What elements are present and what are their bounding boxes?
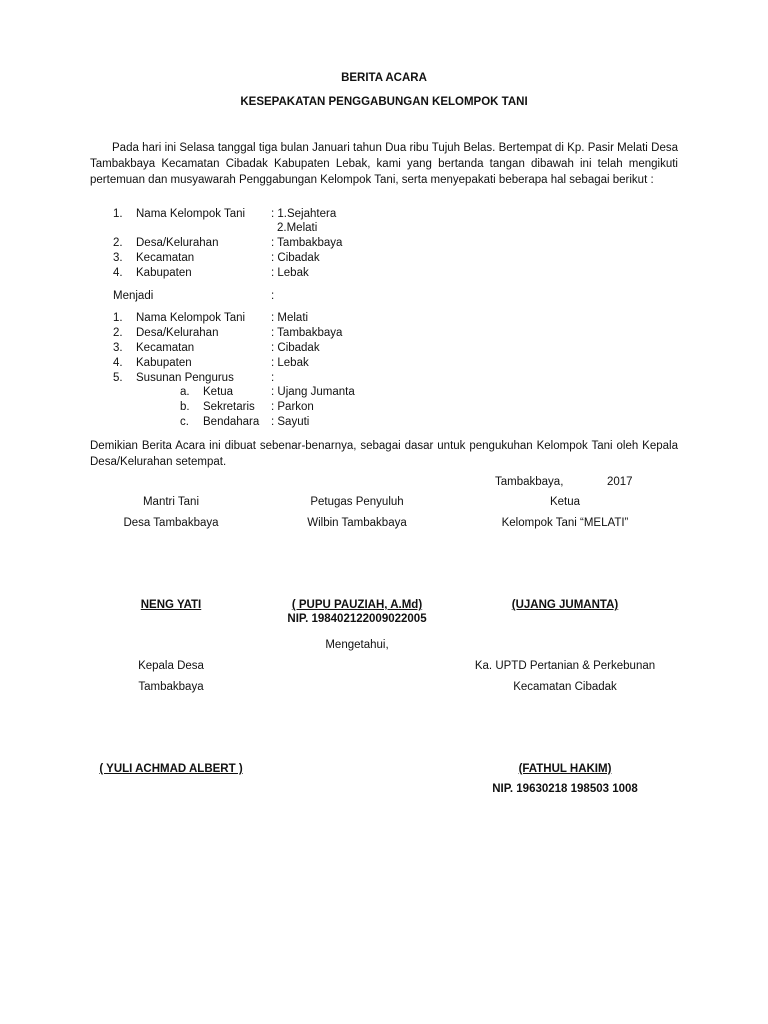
signer-left-name: NENG YATI	[140, 599, 202, 611]
item-value: : Melati	[271, 312, 309, 324]
item-label: Kecamatan	[136, 342, 195, 354]
item-number: b.	[180, 401, 190, 413]
item-label: Sekretaris	[203, 401, 255, 413]
item-value: : Tambakbaya	[271, 237, 343, 249]
menjadi-row	[0, 290, 768, 306]
item-number: 2.	[113, 237, 123, 249]
item-label: Desa/Kelurahan	[136, 327, 219, 339]
document-title: BERITA ACARA	[341, 72, 427, 84]
item-value: :	[271, 372, 275, 384]
item-label: Nama Kelompok Tani	[136, 312, 246, 324]
item-number: a.	[180, 386, 190, 398]
date-year: 2017	[607, 476, 633, 488]
menjadi-colon: :	[271, 290, 275, 302]
signer-right-name: (UJANG JUMANTA)	[511, 599, 619, 611]
list-item	[0, 312, 768, 328]
bottom-right-name: (FATHUL HAKIM)	[518, 763, 612, 775]
item-value: : Cibadak	[271, 252, 320, 264]
bottom-left-name: ( YULI ACHMAD ALBERT )	[99, 763, 243, 775]
list-item	[0, 416, 768, 432]
bottom-right-title: Ka. UPTD Pertanian & Perkebunan	[474, 660, 656, 672]
item-label: Desa/Kelurahan	[136, 237, 219, 249]
item-label: Kabupaten	[136, 357, 192, 369]
list-item	[0, 222, 768, 238]
item-number: 4.	[113, 357, 123, 369]
closing-paragraph: Demikian Berita Acara ini dibuat sebenar-benarnya, sebagai dasar untuk pengukuhan Kelompok Tani oleh Kepala Desa/Kelurahan setempat.	[90, 440, 678, 468]
item-value: : Tambakbaya	[271, 327, 343, 339]
mengetahui-label: Mengetahui,	[325, 639, 389, 651]
item-number: 1.	[113, 312, 123, 324]
item-value: : Parkon	[271, 401, 314, 413]
item-number: 1.	[113, 208, 123, 220]
item-number: c.	[180, 416, 189, 428]
item-value: : Sayuti	[271, 416, 310, 428]
item-value: : Ujang Jumanta	[271, 386, 355, 398]
item-value: : Cibadak	[271, 342, 320, 354]
item-label: Nama Kelompok Tani	[136, 208, 246, 220]
bottom-right-nip: NIP. 19630218 198503 1008	[492, 783, 638, 795]
intro-paragraph: Pada hari ini Selasa tanggal tiga bulan Januari tahun Dua ribu Tujuh Belas. Bertempat di Kp. Pasir Melati Desa Tambakbaya Kecamatan Cibadak Kabupaten Lebak, kami yang bertanda tangan dibawah ini telah mengikuti pertemuan dan musyawarah Penggabungan Kelompok Tani, serta menyepakati beberapa hal sebagai berikut :	[90, 142, 678, 186]
signer-middle-subtitle: Wilbin Tambakbaya	[307, 517, 407, 529]
item-number: 3.	[113, 252, 123, 264]
list-item	[0, 237, 768, 253]
item-label: Kecamatan	[136, 252, 195, 264]
item-label: Susunan Pengurus	[136, 372, 234, 384]
menjadi-label: Menjadi	[113, 290, 154, 302]
item-label: Kabupaten	[136, 267, 192, 279]
signer-right-title: Ketua	[549, 496, 581, 508]
list-item	[0, 357, 768, 373]
document-subtitle: KESEPAKATAN PENGGABUNGAN KELOMPOK TANI	[240, 96, 528, 108]
item-number: 3.	[113, 342, 123, 354]
signer-middle-nip: NIP. 198402122009022005	[287, 613, 427, 625]
item-value: : Lebak	[271, 357, 309, 369]
item-number: 2.	[113, 327, 123, 339]
list-item	[0, 386, 768, 402]
item-value: : Lebak	[271, 267, 309, 279]
list-item	[0, 267, 768, 283]
signer-right-subtitle: Kelompok Tani “MELATI”	[501, 517, 629, 529]
signer-middle-title: Petugas Penyuluh	[310, 496, 404, 508]
list-item	[0, 252, 768, 268]
item-value: 2.Melati	[277, 222, 318, 234]
list-item	[0, 401, 768, 417]
item-label: Bendahara	[203, 416, 260, 428]
list-item	[0, 342, 768, 358]
list-item	[0, 327, 768, 343]
place-label: Tambakbaya,	[495, 476, 564, 488]
item-number: 5.	[113, 372, 123, 384]
bottom-right-subtitle: Kecamatan Cibadak	[513, 681, 617, 693]
item-label: Ketua	[203, 386, 234, 398]
signer-left-title: Mantri Tani	[142, 496, 200, 508]
item-value: : 1.Sejahtera	[271, 208, 337, 220]
signer-middle-name: ( PUPU PAUZIAH, A.Md)	[291, 599, 423, 611]
bottom-left-subtitle: Tambakbaya	[138, 681, 204, 693]
signer-left-subtitle: Desa Tambakbaya	[123, 517, 219, 529]
item-number: 4.	[113, 267, 123, 279]
bottom-left-title: Kepala Desa	[138, 660, 204, 672]
